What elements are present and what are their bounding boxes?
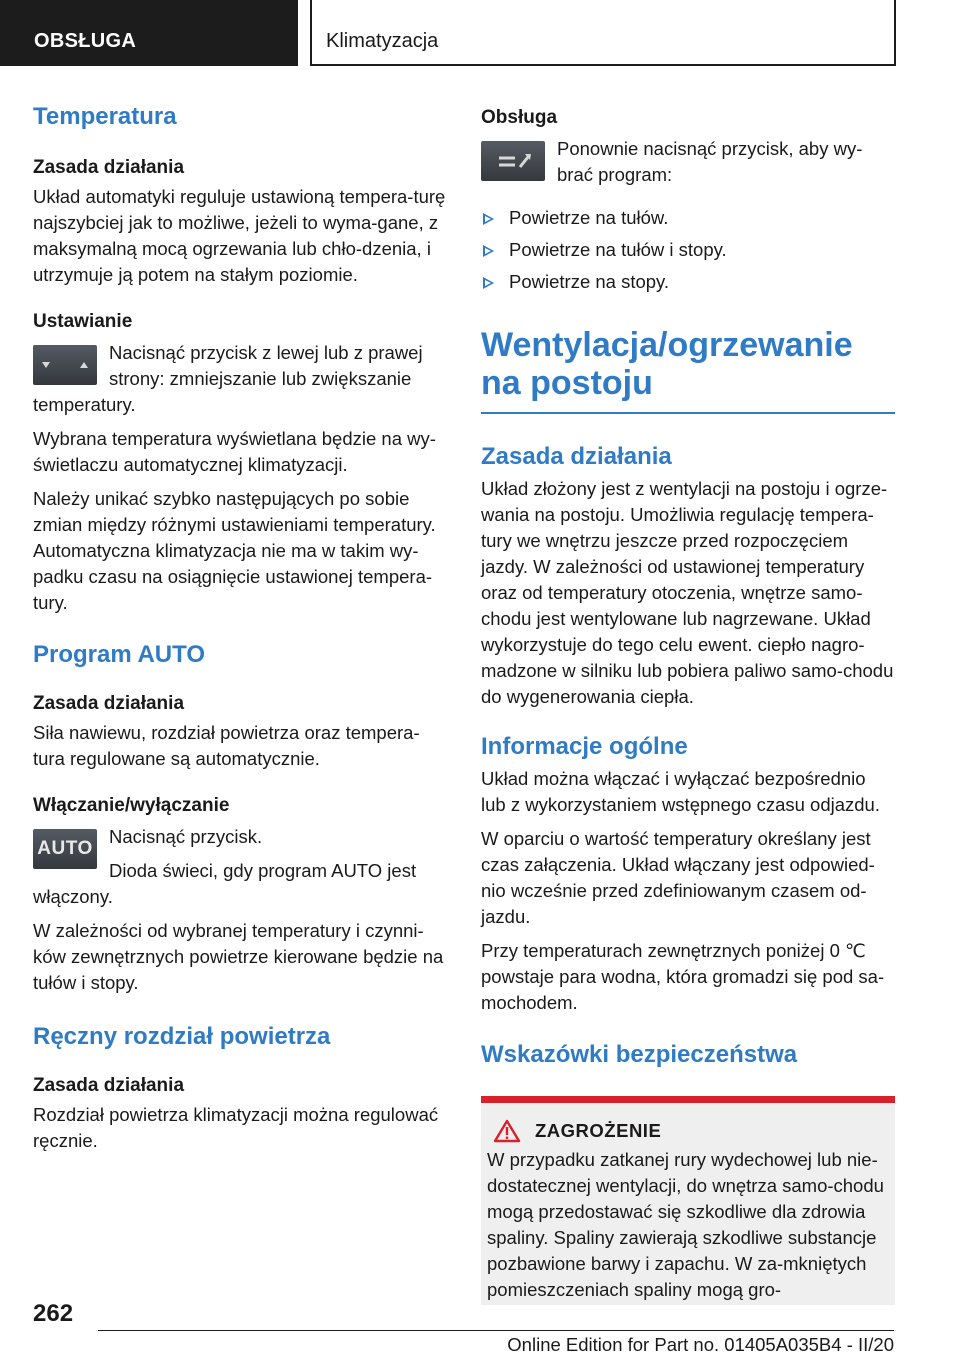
warning-title: ZAGROŻENIE	[535, 1120, 662, 1141]
paragraph: Nacisnąć przycisk.	[109, 826, 263, 847]
bullet-triangle-icon	[483, 213, 494, 225]
bullet-triangle-icon	[483, 277, 494, 289]
temperature-rocker-icon	[33, 345, 97, 385]
air-distribution-icon	[481, 141, 545, 181]
subheading-zasada: Zasada działania	[33, 157, 185, 178]
subheading-wlaczanie: Włączanie/wyłączanie	[33, 795, 230, 816]
warning-box	[481, 1096, 895, 1305]
paragraph: Siła nawiewu, rozdział powietrza oraz tempera-tura regulowane są automatycznie.	[33, 722, 420, 769]
footer-edition: Online Edition for Part no. 01405A035B4 - II/20	[507, 1334, 894, 1355]
list-item: Powietrze na stopy.	[481, 266, 895, 298]
paragraph: Układ złożony jest z wentylacji na postoju i ogrze-wania na postoju. Umożliwia regulację tempera-tury we wnętrzu jeszcze przed rozpoczęciem jazdy. W zależności od ustawionej temperatury oraz od temperatury otoczenia, wnętrze samo-chodu jest wentylowane lub nagrzewane. Układ wykorzystuje do tego celu ewent. ciepło nagro-madzone w silniku lub pobiera paliwo samo-chodu do wygenerowania ciepła.	[481, 478, 894, 707]
page-number: 262	[33, 1300, 74, 1327]
bullet-list	[481, 202, 895, 298]
heading-reczny-rozdzial: Ręczny rozdział powietrza	[33, 1023, 331, 1050]
chapter-title: Klimatyzacja	[326, 30, 439, 52]
heading-informacje-ogolne: Informacje ogólne	[481, 733, 688, 760]
heading-program-auto: Program AUTO	[33, 641, 206, 668]
paragraph: Rozdział powietrza klimatyzacji można regulować ręcznie.	[33, 1104, 439, 1151]
subheading-zasada: Zasada działania	[33, 1075, 185, 1096]
auto-button-icon: AUTO	[33, 829, 97, 869]
heading-temperatura: Temperatura	[33, 103, 177, 130]
paragraph: Układ automatyki reguluje ustawioną tempera-turę najszybciej jak to możliwe, jeżeli to wyma-gane, z maksymalną mocą ogrzewania lub chło-dzenia, i utrzymuje ją potem na stałym poziomie.	[33, 186, 446, 285]
list-item: Powietrze na tułów.	[481, 202, 895, 234]
warning-header	[493, 1119, 889, 1143]
subheading-ustawianie: Ustawianie	[33, 311, 133, 332]
warning-triangle-icon	[493, 1119, 521, 1143]
heading-underline	[481, 412, 895, 414]
icon-paragraph	[481, 136, 895, 188]
paragraph: W zależności od wybranej temperatury i czynni-ków zewnętrznych powietrze kierowane będzie na tułów i stopy.	[33, 920, 444, 993]
heading-zasada-dzialania: Zasada działania	[481, 443, 672, 470]
paragraph: Układ można włączać i wyłączać bezpośrednio lub z wykorzystaniem wstępnego czasu odjazdu.	[481, 768, 880, 815]
right-column	[481, 100, 895, 1305]
page-header	[0, 0, 960, 66]
warning-text: W przypadku zatkanej rury wydechowej lub nie-dostatecznej wentylacji, do wnętrza samo-chodu mogą przedostawać się szkodliwe dla zdrowia spaliny. Spaliny zawierają szkodliwe substancje pozbawione barwy i zapachu. W za-mkniętych pomieszczeniach spaliny mogą gro-	[487, 1149, 884, 1300]
paragraph: Ponownie nacisnąć przycisk, aby wy-brać program:	[557, 138, 863, 185]
paragraph: Wybrana temperatura wyświetlana będzie na wy-świetlaczu automatycznej klimatyzacji.	[33, 428, 436, 475]
bullet-triangle-icon	[483, 245, 494, 257]
paragraph: Dioda świeci, gdy program AUTO jest włączony.	[33, 860, 417, 907]
footer-divider	[98, 1330, 894, 1331]
subheading-zasada: Zasada działania	[33, 693, 185, 714]
list-item: Powietrze na tułów i stopy.	[481, 234, 895, 266]
icon-paragraph	[33, 824, 449, 910]
heading-wentylacja: Wentylacja/ogrzewanie na postoju	[481, 326, 853, 402]
paragraph: W oparciu o wartość temperatury określany jest czas załączenia. Układ włączany jest odpowied-nio wcześnie przed zdefiniowanym czasem od-jazdu.	[481, 828, 875, 927]
section-tab: OBSŁUGA	[0, 0, 298, 66]
paragraph: Nacisnąć przycisk z lewej lub z prawej strony: zmniejszanie lub zwiększanie temperatury.	[33, 342, 423, 415]
icon-paragraph	[33, 340, 449, 418]
left-column	[33, 100, 449, 1154]
subheading-obsluga: Obsługa	[481, 107, 558, 128]
heading-wskazowki: Wskazówki bezpieczeństwa	[481, 1041, 798, 1068]
paragraph: Należy unikać szybko następujących po sobie zmian między różnymi ustawieniami temperatury. Automatyczna klimatyzacja nie ma w takim wy-padku czasu na osiągnięcie ustawionej tempera-tury.	[33, 488, 436, 613]
paragraph: Przy temperaturach zewnętrznych poniżej 0 ℃ powstaje para wodna, która gromadzi się pod sa-mochodem.	[481, 940, 885, 1013]
